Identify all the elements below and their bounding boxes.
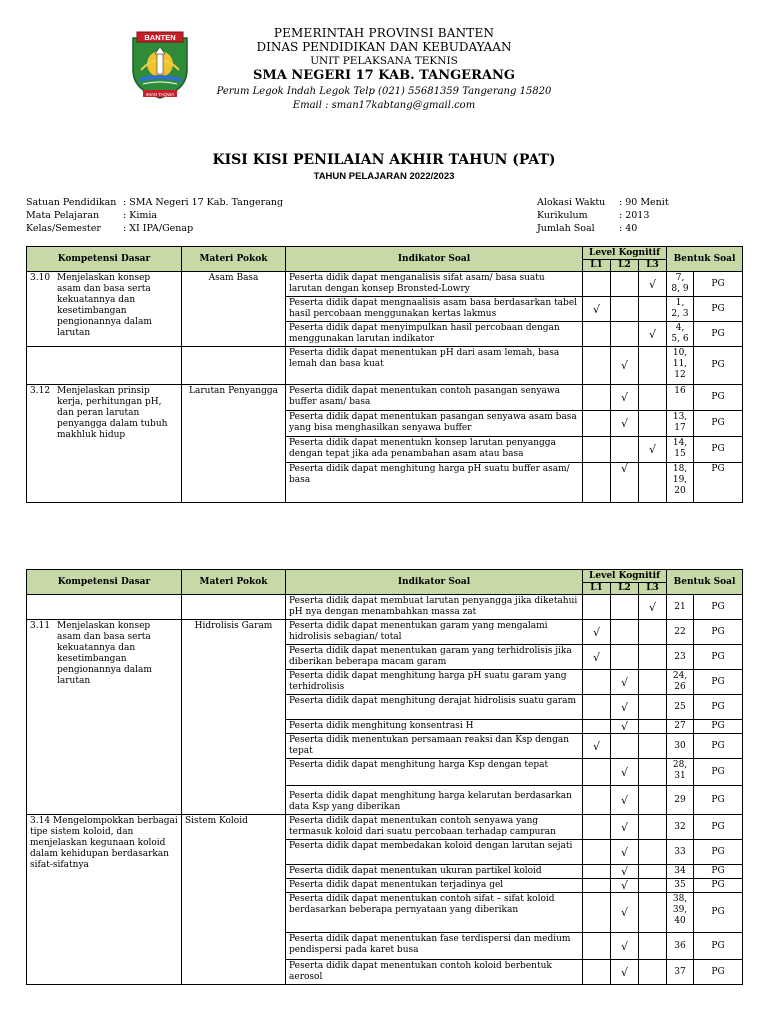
col-header-l2: L2 bbox=[611, 260, 639, 272]
info-label: Satuan Pendidikan bbox=[26, 197, 117, 208]
letterhead-line1: PEMERINTAH PROVINSI BANTEN bbox=[273, 26, 495, 40]
indikator-cell: Peserta didik dapat menghitung harga Ksp dengan tepat bbox=[286, 759, 583, 786]
info-label: Jumlah Soal bbox=[537, 223, 595, 234]
col-header-bentuk: Bentuk Soal bbox=[667, 247, 743, 272]
bentuk-soal-cell: PG bbox=[694, 720, 743, 734]
l3-cell bbox=[639, 759, 667, 786]
indikator-cell: Peserta didik dapat membuat larutan penyangga jika diketahui pH nya dengan menambahkan massa zat bbox=[286, 595, 583, 620]
indikator-cell: Peserta didik menentukan persamaan reaksi dan Ksp dengan tepat bbox=[286, 734, 583, 759]
bentuk-soal-cell: PG bbox=[694, 322, 743, 347]
indikator-cell: Peserta didik dapat menentukan pasangan senyawa asam basa yang bisa menghasilkan senyawa buffer bbox=[286, 411, 583, 437]
indikator-cell: Peserta didik dapat menghitung harga pH suatu garam yang terhidrolisis bbox=[286, 670, 583, 695]
indikator-cell: Peserta didik dapat menentukan contoh sifat – sifat koloid berdasarkan beberapa pernyataan yang diberikan bbox=[286, 893, 583, 933]
l1-cell: √ bbox=[583, 734, 611, 759]
bentuk-soal-cell: PG bbox=[694, 815, 743, 840]
l3-cell bbox=[639, 463, 667, 503]
indikator-cell: Peserta didik dapat menentukan pH dari asam lemah, basa lemah dan basa kuat bbox=[286, 347, 583, 385]
col-header-bentuk: Bentuk Soal bbox=[667, 570, 743, 595]
nomor-soal-cell: 4, 5, 6 bbox=[667, 322, 694, 347]
l2-cell bbox=[611, 297, 639, 322]
table-row bbox=[27, 595, 743, 620]
l2-cell bbox=[611, 620, 639, 645]
nomor-soal-cell: 38, 39, 40 bbox=[667, 893, 694, 933]
info-value: : 2013 bbox=[619, 210, 650, 221]
l1-cell bbox=[583, 695, 611, 720]
l1-cell bbox=[583, 322, 611, 347]
l3-cell bbox=[639, 620, 667, 645]
nomor-soal-cell: 24, 26 bbox=[667, 670, 694, 695]
nomor-soal-cell: 21 bbox=[667, 595, 694, 620]
indikator-cell: Peserta didik dapat menganalisis sifat asam/ basa suatu larutan dengan konsep Bronsted-Lowry bbox=[286, 272, 583, 297]
l1-cell bbox=[583, 720, 611, 734]
indikator-cell: Peserta didik dapat menentukan contoh senyawa yang termasuk koloid dari suatu percobaan terhadap campuran bbox=[286, 815, 583, 840]
materi-cell: Asam Basa bbox=[182, 272, 286, 347]
materi-cell: Sistem Koloid bbox=[182, 815, 286, 985]
bentuk-soal-cell: PG bbox=[694, 272, 743, 297]
l2-cell: √ bbox=[611, 879, 639, 893]
table-row bbox=[27, 347, 743, 385]
col-header-l1: L1 bbox=[583, 260, 611, 272]
bentuk-soal-cell: PG bbox=[694, 347, 743, 385]
bentuk-soal-cell: PG bbox=[694, 645, 743, 670]
table-row bbox=[27, 620, 743, 645]
bentuk-soal-cell: PG bbox=[694, 734, 743, 759]
table-row bbox=[27, 815, 743, 840]
kd-cell bbox=[27, 620, 182, 815]
l1-cell bbox=[583, 840, 611, 865]
nomor-soal-cell: 33 bbox=[667, 840, 694, 865]
bentuk-soal-cell: PG bbox=[694, 879, 743, 893]
col-header-indikator: Indikator Soal bbox=[286, 247, 583, 272]
bentuk-soal-cell: PG bbox=[694, 865, 743, 879]
l2-cell bbox=[611, 437, 639, 463]
bentuk-soal-cell: PG bbox=[694, 297, 743, 322]
l2-cell: √ bbox=[611, 933, 639, 960]
indikator-cell: Peserta didik dapat membedakan koloid dengan larutan sejati bbox=[286, 840, 583, 865]
info-label: Alokasi Waktu bbox=[537, 197, 606, 208]
l3-cell bbox=[639, 411, 667, 437]
kisi-table-2 bbox=[26, 569, 743, 985]
l1-cell bbox=[583, 272, 611, 297]
l3-cell bbox=[639, 960, 667, 985]
l1-cell bbox=[583, 411, 611, 437]
indikator-cell: Peserta didik dapat menentukn konsep larutan penyangga dengan tepat jika ada penambahan asam atau basa bbox=[286, 437, 583, 463]
letterhead bbox=[0, 26, 768, 113]
bentuk-soal-cell: PG bbox=[694, 786, 743, 815]
bentuk-soal-cell: PG bbox=[694, 595, 743, 620]
table-row bbox=[27, 385, 743, 411]
l1-cell bbox=[583, 463, 611, 503]
kd-cell: 3.14 Mengelompokkan berbagai tipe sistem koloid, dan menjelaskan kegunaan koloid dalam kehidupan berdasarkan sifat-sifatnya bbox=[27, 815, 182, 985]
l1-cell bbox=[583, 347, 611, 385]
l3-cell bbox=[639, 720, 667, 734]
l1-cell bbox=[583, 759, 611, 786]
materi-cell-empty bbox=[182, 595, 286, 620]
bentuk-soal-cell: PG bbox=[694, 840, 743, 865]
bentuk-soal-cell: PG bbox=[694, 670, 743, 695]
table-row bbox=[27, 272, 743, 297]
l2-cell bbox=[611, 322, 639, 347]
l2-cell: √ bbox=[611, 759, 639, 786]
col-header-l3: L3 bbox=[639, 260, 667, 272]
l1-cell: √ bbox=[583, 297, 611, 322]
l2-cell: √ bbox=[611, 720, 639, 734]
letterhead-line3: UNIT PELAKSANA TEKNIS bbox=[310, 55, 458, 67]
indikator-cell: Peserta didik dapat menentukan terjadinya gel bbox=[286, 879, 583, 893]
bentuk-soal-cell: PG bbox=[694, 437, 743, 463]
kd-code: 3.11 bbox=[30, 621, 51, 631]
l1-cell: √ bbox=[583, 645, 611, 670]
info-value: : 90 Menit bbox=[619, 197, 669, 208]
l2-cell bbox=[611, 645, 639, 670]
indikator-cell: Peserta didik dapat menghitung harga pH suatu buffer asam/ basa bbox=[286, 463, 583, 503]
logo-bottom-text: IMAN TAQWA bbox=[145, 92, 175, 97]
l3-cell bbox=[639, 893, 667, 933]
materi-cell: Larutan Penyangga bbox=[182, 385, 286, 503]
l1-cell bbox=[583, 595, 611, 620]
nomor-soal-cell: 32 bbox=[667, 815, 694, 840]
kd-code: 3.10 bbox=[30, 273, 51, 283]
l3-cell bbox=[639, 933, 667, 960]
l1-cell bbox=[583, 670, 611, 695]
col-header-l2: L2 bbox=[611, 583, 639, 595]
bentuk-soal-cell: PG bbox=[694, 411, 743, 437]
l3-cell: √ bbox=[639, 595, 667, 620]
nomor-soal-cell: 25 bbox=[667, 695, 694, 720]
l3-cell bbox=[639, 385, 667, 411]
nomor-soal-cell: 37 bbox=[667, 960, 694, 985]
nomor-soal-cell: 29 bbox=[667, 786, 694, 815]
indikator-cell: Peserta didik dapat menentukan garam yang terhidrolisis jika diberikan beberapa macam garam bbox=[286, 645, 583, 670]
bentuk-soal-cell: PG bbox=[694, 960, 743, 985]
l1-cell bbox=[583, 786, 611, 815]
nomor-soal-cell: 18, 19, 20 bbox=[667, 463, 694, 503]
nomor-soal-cell: 14, 15 bbox=[667, 437, 694, 463]
l2-cell bbox=[611, 734, 639, 759]
l1-cell: √ bbox=[583, 620, 611, 645]
l2-cell: √ bbox=[611, 815, 639, 840]
l1-cell bbox=[583, 960, 611, 985]
l2-cell: √ bbox=[611, 786, 639, 815]
nomor-soal-cell: 13, 17 bbox=[667, 411, 694, 437]
bentuk-soal-cell: PG bbox=[694, 933, 743, 960]
col-header-level: Level Kognitif bbox=[583, 570, 667, 583]
l3-cell: √ bbox=[639, 272, 667, 297]
l3-cell: √ bbox=[639, 437, 667, 463]
l2-cell: √ bbox=[611, 840, 639, 865]
l1-cell bbox=[583, 879, 611, 893]
l2-cell: √ bbox=[611, 385, 639, 411]
info-right bbox=[537, 196, 669, 235]
l3-cell bbox=[639, 695, 667, 720]
info-value: : SMA Negeri 17 Kab. Tangerang bbox=[123, 197, 284, 208]
l2-cell: √ bbox=[611, 411, 639, 437]
letterhead-line2: DINAS PENDIDIKAN DAN KEBUDAYAAN bbox=[256, 40, 512, 54]
l2-cell: √ bbox=[611, 865, 639, 879]
info-label: Mata Pelajaran bbox=[26, 210, 100, 221]
l3-cell bbox=[639, 347, 667, 385]
nomor-soal-cell: 34 bbox=[667, 865, 694, 879]
indikator-cell: Peserta didik dapat menentukan garam yang mengalami hidrolisis sebagian/ total bbox=[286, 620, 583, 645]
kd-cell bbox=[27, 385, 182, 503]
l1-cell bbox=[583, 385, 611, 411]
nomor-soal-cell: 23 bbox=[667, 645, 694, 670]
nomor-soal-cell: 10, 11, 12 bbox=[667, 347, 694, 385]
info-left bbox=[26, 196, 283, 235]
bentuk-soal-cell: PG bbox=[694, 893, 743, 933]
indikator-cell: Peserta didik menghitung konsentrasi H bbox=[286, 720, 583, 734]
nomor-soal-cell: 35 bbox=[667, 879, 694, 893]
kd-code: 3.12 bbox=[30, 386, 51, 396]
col-header-kd: Kompetensi Dasar bbox=[27, 247, 182, 272]
col-header-kd: Kompetensi Dasar bbox=[27, 570, 182, 595]
school-name: SMA NEGERI 17 KAB. TANGERANG bbox=[253, 68, 515, 83]
l3-cell bbox=[639, 645, 667, 670]
l3-cell bbox=[639, 734, 667, 759]
indikator-cell: Peserta didik dapat mengnaalisis asam basa berdasarkan tabel hasil percobaan menggunakan kertas lakmus bbox=[286, 297, 583, 322]
nomor-soal-cell: 1, 2, 3 bbox=[667, 297, 694, 322]
l3-cell bbox=[639, 786, 667, 815]
l1-cell bbox=[583, 815, 611, 840]
col-header-materi: Materi Pokok bbox=[182, 570, 286, 595]
info-label: Kelas/Semester bbox=[26, 223, 101, 234]
nomor-soal-cell: 22 bbox=[667, 620, 694, 645]
kd-text: Menjelaskan konsep asam dan basa serta kekuatannya dan kesetimbangan pengionannya dalam larutan bbox=[57, 621, 152, 686]
l2-cell bbox=[611, 595, 639, 620]
l3-cell bbox=[639, 815, 667, 840]
l2-cell: √ bbox=[611, 347, 639, 385]
l1-cell bbox=[583, 933, 611, 960]
nomor-soal-cell: 16 bbox=[667, 385, 694, 411]
l2-cell: √ bbox=[611, 960, 639, 985]
col-header-level: Level Kognitif bbox=[583, 247, 667, 260]
l3-cell bbox=[639, 297, 667, 322]
indikator-cell: Peserta didik dapat menentukan contoh koloid berbentuk aerosol bbox=[286, 960, 583, 985]
l2-cell: √ bbox=[611, 463, 639, 503]
info-value: : XI IPA/Genap bbox=[123, 223, 194, 234]
indikator-cell: Peserta didik dapat menentukan fase terdispersi dan medium pendispersi pada karet busa bbox=[286, 933, 583, 960]
l2-cell: √ bbox=[611, 695, 639, 720]
bentuk-soal-cell: PG bbox=[694, 463, 743, 503]
info-value: : Kimia bbox=[123, 210, 158, 221]
bentuk-soal-cell: PG bbox=[694, 759, 743, 786]
l1-cell bbox=[583, 893, 611, 933]
col-header-l1: L1 bbox=[583, 583, 611, 595]
col-header-l3: L3 bbox=[639, 583, 667, 595]
kd-text: Menjelaskan konsep asam dan basa serta kekuatannya dan kesetimbangan pengionannya dalam larutan bbox=[57, 273, 152, 338]
l3-cell bbox=[639, 670, 667, 695]
indikator-cell: Peserta didik dapat menentukan contoh pasangan senyawa buffer asam/ basa bbox=[286, 385, 583, 411]
school-email: Email : sman17kabtang@gmail.com bbox=[292, 100, 476, 111]
kd-text: Menjelaskan prinsip kerja, perhitungan pH, dan peran larutan penyangga dalam tubuh makhluk hidup bbox=[57, 386, 168, 440]
bentuk-soal-cell: PG bbox=[694, 385, 743, 411]
indikator-cell: Peserta didik dapat menentukan ukuran partikel koloid bbox=[286, 865, 583, 879]
kd-cell bbox=[27, 272, 182, 347]
nomor-soal-cell: 30 bbox=[667, 734, 694, 759]
document-subtitle: TAHUN PELAJARAN 2022/2023 bbox=[313, 171, 455, 182]
bentuk-soal-cell: PG bbox=[694, 695, 743, 720]
nomor-soal-cell: 27 bbox=[667, 720, 694, 734]
l3-cell bbox=[639, 840, 667, 865]
l3-cell bbox=[639, 865, 667, 879]
materi-cell-empty bbox=[182, 347, 286, 385]
materi-cell: Hidrolisis Garam bbox=[182, 620, 286, 815]
kd-cell-empty bbox=[27, 595, 182, 620]
l1-cell bbox=[583, 437, 611, 463]
l3-cell bbox=[639, 879, 667, 893]
kd-cell-empty bbox=[27, 347, 182, 385]
info-value: : 40 bbox=[619, 223, 638, 234]
nomor-soal-cell: 7, 8, 9 bbox=[667, 272, 694, 297]
info-label: Kurikulum bbox=[537, 210, 588, 221]
l2-cell bbox=[611, 272, 639, 297]
school-address: Perum Legok Indah Legok Telp (021) 55681359 Tangerang 15820 bbox=[216, 86, 552, 97]
indikator-cell: Peserta didik dapat menghitung derajat hidrolisis suatu garam bbox=[286, 695, 583, 720]
nomor-soal-cell: 28, 31 bbox=[667, 759, 694, 786]
col-header-indikator: Indikator Soal bbox=[286, 570, 583, 595]
indikator-cell: Peserta didik dapat menghitung harga kelarutan berdasarkan data Ksp yang diberikan bbox=[286, 786, 583, 815]
l2-cell: √ bbox=[611, 893, 639, 933]
logo-top-text: BANTEN bbox=[144, 33, 176, 42]
nomor-soal-cell: 36 bbox=[667, 933, 694, 960]
l2-cell: √ bbox=[611, 670, 639, 695]
bentuk-soal-cell: PG bbox=[694, 620, 743, 645]
l3-cell: √ bbox=[639, 322, 667, 347]
document-title: KISI KISI PENILAIAN AKHIR TAHUN (PAT) bbox=[212, 152, 556, 168]
col-header-materi: Materi Pokok bbox=[182, 247, 286, 272]
l1-cell bbox=[583, 865, 611, 879]
indikator-cell: Peserta didik dapat menyimpulkan hasil percobaan dengan menggunakan larutan indikator bbox=[286, 322, 583, 347]
kisi-table-1 bbox=[26, 246, 743, 503]
